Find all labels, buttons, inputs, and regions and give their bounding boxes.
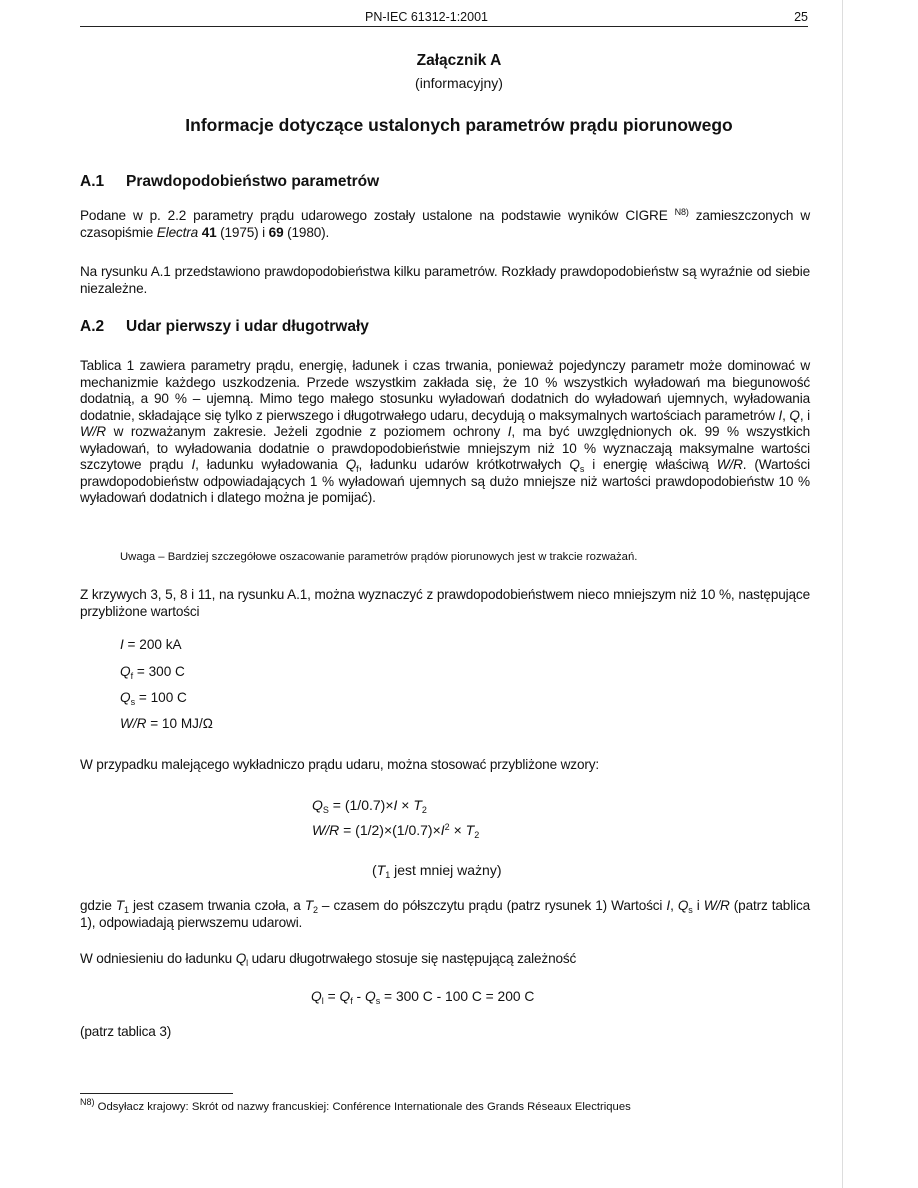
annex-heading: Informacje dotyczące ustalonych parametrów prądu piorunowego [185,115,733,135]
text-segment: = 300 C [133,664,185,679]
text-segment: = (1/0.7)× [328,797,394,813]
text-segment: W/R [703,898,730,913]
footnote [80,1097,631,1113]
text-segment: Na rysunku A.1 przedstawiono prawdopodobieństwa kilku parametrów. Rozkłady prawdopodobieństw są wyraźnie od siebie niezależne. [80,264,810,296]
standard-id: PN-IEC 61312-1:2001 [365,10,488,24]
text-segment: S [322,805,329,815]
text-segment: gdzie [80,898,116,913]
text-segment: N8) [80,1097,95,1107]
text-segment: (patrz tablica 3) [80,1024,172,1039]
text-segment: T [304,898,313,913]
text-segment: I [440,822,445,838]
formula-wr [312,818,479,843]
text-segment: W przypadku malejącego wykładniczo prądu udaru, można stosować przybliżone wzory: [80,757,600,772]
text-segment: Electra [156,224,199,240]
text-segment: = 10 MJ/Ω [146,716,213,731]
section-number: A.2 [80,318,105,335]
text-segment: – czasem do półszczytu prądu (patrz rysunek 1) Wartości [317,898,667,913]
text-segment: T [465,822,475,838]
text-segment: , ładunku udarów krótkotrwałych [358,457,570,472]
section-title: Udar pierwszy i udar długotrwały [126,318,369,335]
text-segment: Odsyłacz krajowy: Skrót od nazwy francuskiej: Conférence Internationale des Grands Réseaux Electriques [94,1101,631,1113]
text-segment: 2 [421,805,427,815]
text-segment: Q [569,457,580,472]
text-segment: 69 [268,224,284,240]
text-segment: Q [311,989,322,1004]
text-segment: i energię właściwą [584,457,717,472]
text-segment: l [246,958,249,968]
text-segment: f [350,996,353,1006]
paragraph [80,898,810,931]
paragraph [80,264,810,297]
text-segment: , i [799,407,810,423]
paragraph [80,587,810,620]
value-current [120,637,182,652]
text-segment: × [397,797,414,813]
text-segment: W/R [80,424,106,439]
text-segment: Q [235,951,247,966]
text-segment: = 300 C - 100 C = 200 C [380,989,535,1004]
text-segment: 41 [201,224,217,240]
paragraph [80,951,810,968]
section-a1-heading [80,173,379,191]
text-segment: (1975) i [216,224,269,240]
paragraph [80,358,810,507]
text-segment: w rozważanym zakresie. Jeżeli zgodnie z poziomem ochrony [105,424,508,439]
section-number: A.1 [80,173,105,190]
page-header [80,10,808,27]
section-title: Prawdopodobieństwo parametrów [126,173,380,190]
paragraph [80,757,810,774]
text-segment: I [120,637,124,652]
text-segment: I [393,797,398,813]
text-segment: 2 [444,822,450,832]
scan-edge [842,0,843,1188]
text-segment: ( [372,862,377,878]
text-segment: Uwaga – Bardziej szczegółowe oszacowanie parametrów prądów piorunowych jest w trakcie rozważań. [120,551,638,563]
text-segment: 2 [474,830,480,840]
text-segment: = [323,989,340,1004]
annex-title: Załącznik A [416,52,502,69]
text-segment: (patrz tablica 1), odpowiadają pierwszemu udarowi. [80,898,810,930]
formula-note [372,862,502,878]
text-segment: l [321,996,324,1006]
text-segment: W odniesieniu do ładunku [80,951,236,966]
text-segment: 2 [312,905,318,915]
annex-subtitle: (informacyjny) [415,75,503,91]
text-segment: s [579,464,585,474]
value-charge-short [120,690,187,705]
text-segment: Podane w p. 2.2 parametry prądu udarowego zostały ustalone na podstawie wyników CIGRE [80,208,675,223]
text-segment: jest mniej ważny) [390,862,502,878]
text-segment: Q [120,690,131,705]
page-number: 25 [794,10,808,24]
note [120,551,637,563]
text-segment: W/R [120,716,147,731]
text-segment: , [782,407,790,423]
section-a2-heading [80,318,369,336]
text-segment: Q [789,407,800,423]
text-segment: T [413,797,422,813]
text-segment: udaru długotrwałego stosuje się następującą zależność [248,951,577,966]
text-segment: Q [120,664,131,679]
text-segment: Z krzywych 3, 5, 8 i 11, na rysunku A.1, można wyznaczyć z prawdopodobieństwem nieco mniejszym niż 10 %, następujące przybliżone wartości [80,587,810,619]
text-segment: T [115,898,125,913]
text-segment: I [191,457,196,472]
text-segment: I [666,898,671,913]
text-segment: Q [345,457,357,472]
text-segment: s [688,905,693,915]
footnote-divider [80,1093,233,1094]
text-segment: , ma być uwzględnionych ok. 99 % wszystkich wyładowań, to wyładowania dodatnie o prawdopodobieństwie mniejszym niż 10 % wyznaczają maksymalne wartości szczytowe prądu [80,424,810,472]
text-segment: s [130,697,136,707]
text-segment: Q [364,989,376,1004]
text-segment: - [352,989,365,1004]
text-segment: i [692,898,704,913]
text-segment: 1 [385,870,391,880]
text-segment: jest czasem trwania czoła, a [128,898,305,913]
text-segment: = 200 kA [123,637,182,652]
paragraph [80,208,810,241]
text-segment: f [130,671,134,681]
text-segment: N8) [674,207,689,217]
text-segment: . (Wartości prawdopodobieństw odpowiadających 1 % wyładowań ujemnych są dużo mniejsze niż wartości prawdopodobieństw 10 % wyładowań dodatnich i dlatego można je pomijać). [80,457,810,505]
text-segment: 1 [124,905,129,915]
text-segment: (1980). [283,224,330,240]
text-segment: s [375,996,381,1006]
text-segment: Q [339,989,351,1004]
text-segment: Q [677,898,689,913]
text-segment: I [507,424,512,439]
text-segment: W/R [312,822,340,838]
text-segment: f [356,464,359,474]
text-segment: T [376,862,386,878]
text-segment: W/R [716,457,743,472]
formula-qs [312,793,427,818]
text-segment: , [670,898,678,913]
value-charge-flash [120,664,185,679]
text-segment: = (1/2)×(1/0.7)× [339,822,441,838]
paragraph [80,1024,810,1041]
text-segment: zamieszczonych w czasopiśmie [80,208,811,240]
text-segment: Q [312,797,323,813]
text-segment: Tablica 1 zawiera parametry prądu, energię, ładunek i czas trwania, ponieważ pojedynczy parametr może dominować w mechanizmie każdego uszkodzenia. Przede wszystkim zakłada się, że 10 % wszystkich wyładowań ma biegunowość dodatnią, a 90 % – ujemną. Mimo tego małego stosunku wyładowań dodatnich do wyładowań ujemnych, wyładowania dodatnie, składające się tylko z pierwszego i długotrwałego udaru, decydują o maksymalnych wartościach parametrów [80,358,810,423]
text-segment: I [778,407,783,423]
text-segment: = 100 C [135,690,187,705]
text-segment: , ładunku wyładowania [195,457,346,472]
text-segment: × [449,822,466,838]
formula-ql [311,989,534,1004]
value-specific-energy [120,716,213,731]
